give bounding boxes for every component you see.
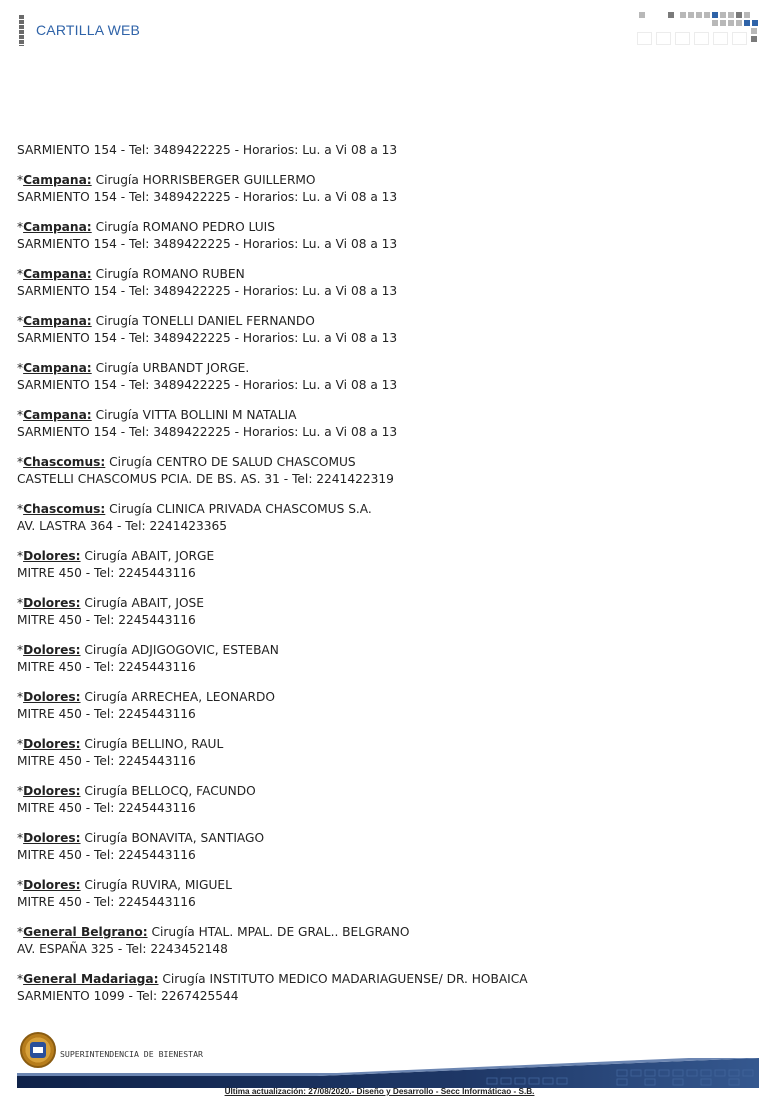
entry-provider-name: HTAL. MPAL. DE GRAL.. BELGRANO bbox=[198, 925, 410, 939]
entry-prefix: * bbox=[17, 502, 24, 516]
entry-specialty: Cirugía bbox=[95, 267, 139, 281]
entry-city: Dolores: bbox=[23, 690, 81, 704]
entry-provider-name: BELLOCQ, FACUNDO bbox=[131, 784, 256, 798]
entry-city: General Madariaga: bbox=[23, 972, 159, 986]
list-item bbox=[17, 736, 737, 770]
entry-provider-name: TONELLI DANIEL FERNANDO bbox=[142, 314, 315, 328]
entry-address: SARMIENTO 154 - Tel: 3489422225 - Horarios: Lu. a Vi 08 a 13 bbox=[17, 190, 398, 204]
entry-provider-name: ROMANO PEDRO LUIS bbox=[142, 220, 275, 234]
entry-prefix: * bbox=[17, 831, 24, 845]
entry-address: MITRE 450 - Tel: 2245443116 bbox=[17, 707, 196, 721]
entry-provider-name: URBANDT JORGE. bbox=[142, 361, 250, 375]
entry-address: MITRE 450 - Tel: 2245443116 bbox=[17, 848, 196, 862]
entry-specialty: Cirugía bbox=[84, 690, 128, 704]
entry-provider-name: ARRECHEA, LEONARDO bbox=[131, 690, 275, 704]
institution-name: SUPERINTENDENCIA DE BIENESTAR bbox=[60, 1049, 203, 1059]
list-item bbox=[17, 266, 737, 300]
entry-heading bbox=[17, 971, 737, 988]
entry-address: MITRE 450 - Tel: 2245443116 bbox=[17, 895, 196, 909]
list-item bbox=[17, 548, 737, 582]
entry-address: AV. LASTRA 364 - Tel: 2241423365 bbox=[17, 519, 228, 533]
entry-prefix: * bbox=[17, 784, 24, 798]
entry-specialty: Cirugía bbox=[95, 361, 139, 375]
entry-heading bbox=[17, 642, 737, 659]
entry-city: Campana: bbox=[23, 408, 92, 422]
entry-specialty: Cirugía bbox=[95, 173, 139, 187]
entry-prefix: * bbox=[17, 549, 24, 563]
entry-provider-name: ABAIT, JOSE bbox=[131, 596, 204, 610]
list-item bbox=[17, 407, 737, 441]
list-item bbox=[17, 642, 737, 676]
list-item bbox=[17, 595, 737, 629]
entry-prefix: * bbox=[17, 737, 24, 751]
entry-heading bbox=[17, 830, 737, 847]
entry-heading bbox=[17, 736, 737, 753]
entry-city: Dolores: bbox=[23, 784, 81, 798]
entry-heading bbox=[17, 313, 737, 330]
entry-address: SARMIENTO 154 - Tel: 3489422225 - Horarios: Lu. a Vi 08 a 13 bbox=[17, 284, 398, 298]
last-updated-note: Última actualización: 27/08/2020.- Diseño y Desarrollo - Secc Informáticao - S.B. bbox=[224, 1087, 535, 1096]
list-item bbox=[17, 830, 737, 864]
entry-city: Dolores: bbox=[23, 643, 81, 657]
entry-address: MITRE 450 - Tel: 2245443116 bbox=[17, 801, 196, 815]
list-item bbox=[17, 313, 737, 347]
entry-heading bbox=[17, 783, 737, 800]
entry-city: Dolores: bbox=[23, 596, 81, 610]
entry-city: Dolores: bbox=[23, 737, 81, 751]
entry-heading bbox=[17, 266, 737, 283]
entry-specialty: Cirugía bbox=[95, 314, 139, 328]
entry-city: Campana: bbox=[23, 267, 92, 281]
entry-address: SARMIENTO 154 - Tel: 3489422225 - Horarios: Lu. a Vi 08 a 13 bbox=[17, 237, 398, 251]
entry-specialty: Cirugía bbox=[84, 737, 128, 751]
entry-city: Campana: bbox=[23, 220, 92, 234]
entry-specialty: Cirugía bbox=[95, 408, 139, 422]
entry-provider-name: CLINICA PRIVADA CHASCOMUS S.A. bbox=[156, 502, 372, 516]
entry-provider-name: CENTRO DE SALUD CHASCOMUS bbox=[156, 455, 356, 469]
entry-provider-name: HORRISBERGER GUILLERMO bbox=[142, 173, 316, 187]
entry-prefix: * bbox=[17, 972, 24, 986]
entry-specialty: Cirugía bbox=[84, 831, 128, 845]
entry-provider-name: ROMANO RUBEN bbox=[142, 267, 245, 281]
entry-address: CASTELLI CHASCOMUS PCIA. DE BS. AS. 31 - Tel: 2241422319 bbox=[17, 472, 394, 486]
page-footer bbox=[0, 1030, 759, 1101]
entry-provider-name: BELLINO, RAUL bbox=[131, 737, 224, 751]
entry-provider-name: INSTITUTO MEDICO MADARIAGUENSE/ DR. HOBAICA bbox=[209, 972, 528, 986]
page-header bbox=[0, 0, 759, 60]
entry-specialty: Cirugía bbox=[109, 455, 153, 469]
list-item bbox=[17, 971, 737, 1005]
list-item bbox=[17, 219, 737, 253]
entry-prefix: * bbox=[17, 173, 24, 187]
list-item bbox=[17, 689, 737, 723]
list-item bbox=[17, 783, 737, 817]
provider-list bbox=[17, 142, 737, 1018]
entry-prefix: * bbox=[17, 408, 24, 422]
list-item bbox=[17, 172, 737, 206]
entry-specialty: Cirugía bbox=[95, 220, 139, 234]
entry-heading bbox=[17, 595, 737, 612]
entry-address: MITRE 450 - Tel: 2245443116 bbox=[17, 754, 196, 768]
entry-specialty: Cirugía bbox=[109, 502, 153, 516]
footer-band bbox=[17, 1058, 759, 1088]
entry-address: AV. ESPAÑA 325 - Tel: 2243452148 bbox=[17, 942, 228, 956]
entry-address: MITRE 450 - Tel: 2245443116 bbox=[17, 613, 196, 627]
entry-heading bbox=[17, 689, 737, 706]
list-item bbox=[17, 360, 737, 394]
entry-specialty: Cirugía bbox=[84, 878, 128, 892]
entry-prefix: * bbox=[17, 925, 24, 939]
entry-specialty: Cirugía bbox=[84, 549, 128, 563]
entry-heading bbox=[17, 924, 737, 941]
entry-specialty: Cirugía bbox=[151, 925, 195, 939]
entry-prefix: * bbox=[17, 220, 24, 234]
entry-city: Chascomus: bbox=[23, 502, 106, 516]
entry-specialty: Cirugía bbox=[162, 972, 206, 986]
entry-prefix: * bbox=[17, 690, 24, 704]
entry-address: MITRE 450 - Tel: 2245443116 bbox=[17, 566, 196, 580]
entry-prefix: * bbox=[17, 455, 24, 469]
entry-provider-name: RUVIRA, MIGUEL bbox=[131, 878, 232, 892]
entry-specialty: Cirugía bbox=[84, 596, 128, 610]
page-title: CARTILLA WEB bbox=[36, 22, 141, 38]
entry-city: Dolores: bbox=[23, 549, 81, 563]
entry-address: SARMIENTO 1099 - Tel: 2267425544 bbox=[17, 989, 239, 1003]
entry-prefix: * bbox=[17, 596, 24, 610]
header-bar-icon bbox=[19, 15, 24, 46]
entry-address: SARMIENTO 154 - Tel: 3489422225 - Horarios: Lu. a Vi 08 a 13 bbox=[17, 143, 398, 157]
entry-address: SARMIENTO 154 - Tel: 3489422225 - Horarios: Lu. a Vi 08 a 13 bbox=[17, 378, 398, 392]
entry-heading bbox=[17, 407, 737, 424]
entry-heading bbox=[17, 877, 737, 894]
entry-heading bbox=[17, 172, 737, 189]
corner-decoration-icon bbox=[637, 12, 759, 48]
entry-address: MITRE 450 - Tel: 2245443116 bbox=[17, 660, 196, 674]
entry-provider-name: ADJIGOGOVIC, ESTEBAN bbox=[131, 643, 279, 657]
list-item bbox=[17, 877, 737, 911]
entry-address: SARMIENTO 154 - Tel: 3489422225 - Horarios: Lu. a Vi 08 a 13 bbox=[17, 331, 398, 345]
entry-provider-name: VITTA BOLLINI M NATALIA bbox=[142, 408, 297, 422]
entry-city: Campana: bbox=[23, 361, 92, 375]
entry-heading bbox=[17, 219, 737, 236]
entry-heading bbox=[17, 501, 737, 518]
entry-prefix: * bbox=[17, 643, 24, 657]
entry-city: Dolores: bbox=[23, 878, 81, 892]
list-item bbox=[17, 924, 737, 958]
entry-heading bbox=[17, 360, 737, 377]
entry-city: Campana: bbox=[23, 314, 92, 328]
entry-provider-name: ABAIT, JORGE bbox=[131, 549, 215, 563]
list-item bbox=[17, 454, 737, 488]
entry-city: General Belgrano: bbox=[23, 925, 148, 939]
entry-prefix: * bbox=[17, 267, 24, 281]
list-item bbox=[17, 142, 737, 159]
entry-specialty: Cirugía bbox=[84, 643, 128, 657]
list-item bbox=[17, 501, 737, 535]
entry-city: Campana: bbox=[23, 173, 92, 187]
entry-address: SARMIENTO 154 - Tel: 3489422225 - Horarios: Lu. a Vi 08 a 13 bbox=[17, 425, 398, 439]
entry-heading bbox=[17, 548, 737, 565]
entry-prefix: * bbox=[17, 361, 24, 375]
entry-city: Dolores: bbox=[23, 831, 81, 845]
entry-prefix: * bbox=[17, 314, 24, 328]
entry-specialty: Cirugía bbox=[84, 784, 128, 798]
entry-provider-name: BONAVITA, SANTIAGO bbox=[131, 831, 265, 845]
entry-prefix: * bbox=[17, 878, 24, 892]
entry-city: Chascomus: bbox=[23, 455, 106, 469]
entry-heading bbox=[17, 454, 737, 471]
